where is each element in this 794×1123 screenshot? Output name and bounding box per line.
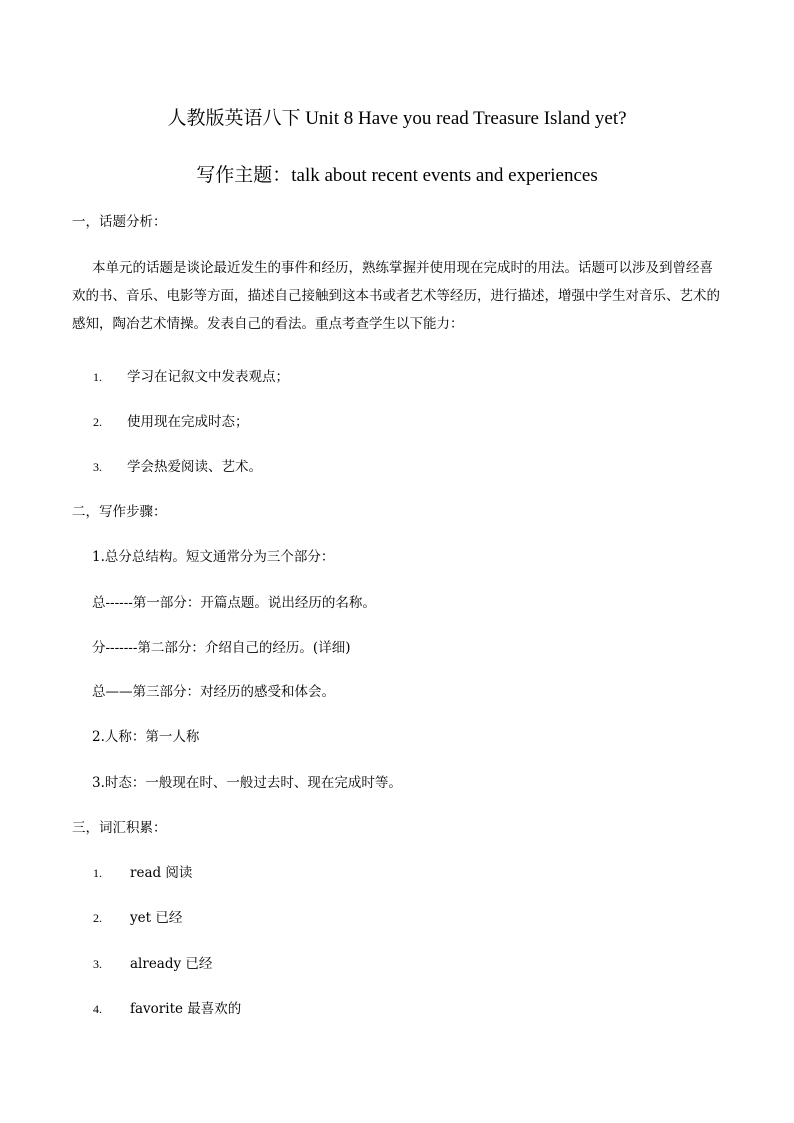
list-item-text: 学会热爱阅读、艺术。 <box>127 459 262 475</box>
list-item-text: 学习在记叙文中发表观点； <box>127 369 289 385</box>
writing-step-line: 1.总分总结构。短文通常分为三个部分： <box>92 549 335 565</box>
list-item-number: 3. <box>93 460 102 474</box>
topic-analysis-paragraph: 本单元的话题是谈论最近发生的事件和经历，熟练掌握并使用现在完成时的用法。话题可以涉及到曾经喜欢的书、音乐、电影等方面，描述自己接触到这本书或者艺术等经历，进行描述，增强中学生对音乐、艺术的感知，陶冶艺术情操。发表自己的看法。重点考查学生以下能力： <box>72 260 720 332</box>
document-title: 人教版英语八下 Unit 8 Have you read Treasure Island yet? <box>167 108 627 129</box>
list-item-number: 3. <box>93 957 102 971</box>
section-heading-topic-analysis: 一，话题分析： <box>72 214 167 230</box>
section-heading-writing-steps: 二，写作步骤： <box>72 504 167 520</box>
document-subtitle: 写作主题：talk about recent events and experiences <box>196 165 598 186</box>
list-item-number: 2. <box>93 911 102 925</box>
list-item-number: 2. <box>93 415 102 429</box>
list-item-text: 使用现在完成时态； <box>127 414 249 430</box>
list-item-number: 1. <box>93 866 102 880</box>
vocabulary-item: yet 已经 <box>130 910 183 926</box>
writing-step-line: 3.时态：一般现在时、一般过去时、现在完成时等。 <box>92 775 402 791</box>
vocabulary-item: favorite 最喜欢的 <box>130 1001 242 1017</box>
writing-step-line: 总------第一部分：开篇点题。说出经历的名称。 <box>92 595 376 611</box>
writing-step-line: 2.人称：第一人称 <box>92 729 200 745</box>
section-heading-vocabulary: 三，词汇积累： <box>72 820 167 836</box>
vocabulary-item: already 已经 <box>130 956 213 972</box>
vocabulary-item: read 阅读 <box>130 865 193 881</box>
list-item-number: 1. <box>93 370 102 384</box>
list-item-number: 4. <box>93 1002 102 1016</box>
writing-step-line: 总——第三部分：对经历的感受和体会。 <box>92 684 335 700</box>
writing-step-line: 分-------第二部分：介绍自己的经历。(详细) <box>92 640 351 656</box>
